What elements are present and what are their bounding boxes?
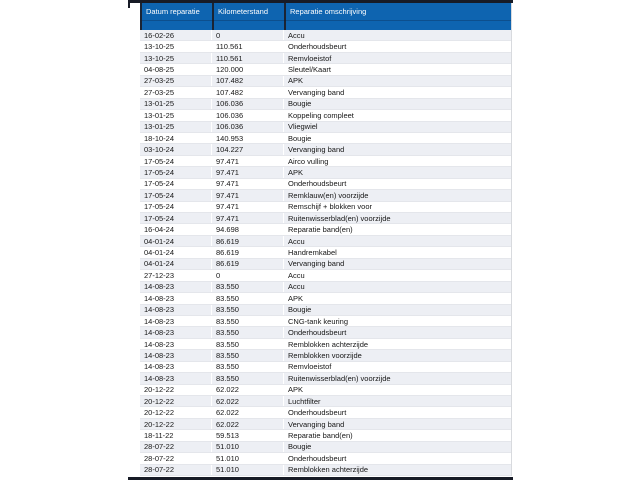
- cell-reparatie-omschrijving: Vervanging band: [288, 419, 345, 429]
- table-row: [140, 373, 511, 384]
- cell-reparatie-omschrijving: Remblokken achterzijde: [288, 465, 369, 475]
- cell-kilometerstand: 62.022: [212, 419, 284, 429]
- cell-reparatie-omschrijving: Airco vulling: [288, 156, 329, 166]
- column-header-kilometerstand: Kilometerstand: [212, 3, 284, 30]
- cell-datum-reparatie: 04-01-24: [140, 236, 212, 246]
- cell-reparatie-omschrijving: APK: [288, 167, 304, 177]
- table-row: [140, 270, 511, 281]
- table-row: [140, 419, 511, 430]
- cell-datum-reparatie: 20-12-22: [140, 385, 212, 395]
- cell-kilometerstand: 106.036: [212, 99, 284, 109]
- cell-kilometerstand: 106.036: [212, 122, 284, 132]
- cell-datum-reparatie: 20-12-22: [140, 419, 212, 429]
- cell-kilometerstand: 97.471: [212, 179, 284, 189]
- table-row: [140, 407, 511, 418]
- cell-datum-reparatie: 14-08-23: [140, 350, 212, 360]
- cell-reparatie-omschrijving: Bougie: [288, 133, 312, 143]
- cell-reparatie-omschrijving: Vervanging band: [288, 145, 345, 155]
- cell-datum-reparatie: 28-07-22: [140, 465, 212, 475]
- cell-reparatie-omschrijving: Accu: [288, 236, 305, 246]
- column-header-datum-reparatie: Datum reparatie: [146, 7, 200, 16]
- table-row: [140, 259, 511, 270]
- maintenance-history-table: [140, 3, 512, 476]
- table-row: [140, 305, 511, 316]
- cell-reparatie-omschrijving: Koppeling compleet: [288, 110, 354, 120]
- table-row: [140, 453, 511, 464]
- table-row: [140, 442, 511, 453]
- table-row: [140, 316, 511, 327]
- cell-kilometerstand: 83.550: [212, 316, 284, 326]
- cell-kilometerstand: 120.000: [212, 64, 284, 74]
- cell-kilometerstand: 110.561: [212, 41, 284, 51]
- cell-kilometerstand: 0: [212, 30, 284, 40]
- table-row: [140, 53, 511, 64]
- cell-datum-reparatie: 14-08-23: [140, 339, 212, 349]
- cell-reparatie-omschrijving: Remvloeistof: [288, 362, 332, 372]
- cell-kilometerstand: 83.550: [212, 305, 284, 315]
- cell-reparatie-omschrijving: APK: [288, 293, 304, 303]
- cell-datum-reparatie: 14-08-23: [140, 282, 212, 292]
- cell-reparatie-omschrijving: Bougie: [288, 442, 312, 452]
- table-row: [140, 99, 511, 110]
- cell-datum-reparatie: 13-01-25: [140, 99, 212, 109]
- cell-datum-reparatie: 28-07-22: [140, 453, 212, 463]
- cell-datum-reparatie: 17-05-24: [140, 202, 212, 212]
- cell-kilometerstand: 51.010: [212, 442, 284, 452]
- cell-reparatie-omschrijving: APK: [288, 76, 304, 86]
- cell-kilometerstand: 0: [212, 270, 284, 280]
- cell-reparatie-omschrijving: Vervanging band: [288, 259, 345, 269]
- table-row: [140, 41, 511, 52]
- table-row: [140, 87, 511, 98]
- cell-reparatie-omschrijving: Onderhoudsbeurt: [288, 179, 347, 189]
- table-row: [140, 293, 511, 304]
- table-row: [140, 282, 511, 293]
- cell-datum-reparatie: 27-12-23: [140, 270, 212, 280]
- cell-reparatie-omschrijving: Remklauw(en) voorzijde: [288, 190, 369, 200]
- cell-datum-reparatie: 14-08-23: [140, 316, 212, 326]
- cell-kilometerstand: 62.022: [212, 385, 284, 395]
- cell-reparatie-omschrijving: Vervanging band: [288, 87, 345, 97]
- cell-datum-reparatie: 14-08-23: [140, 362, 212, 372]
- cell-reparatie-omschrijving: Accu: [288, 30, 305, 40]
- cell-reparatie-omschrijving: Onderhoudsbeurt: [288, 42, 347, 52]
- table-row: [140, 236, 511, 247]
- cell-reparatie-omschrijving: Onderhoudsbeurt: [288, 328, 347, 338]
- cell-kilometerstand: 83.550: [212, 373, 284, 383]
- table-row: [140, 430, 511, 441]
- cell-kilometerstand: 51.010: [212, 465, 284, 475]
- cell-reparatie-omschrijving: Ruitenwisserblad(en) voorzijde: [288, 373, 391, 383]
- cell-kilometerstand: 83.550: [212, 362, 284, 372]
- cell-datum-reparatie: 17-05-24: [140, 213, 212, 223]
- cell-datum-reparatie: 16-02-26: [140, 30, 212, 40]
- table-header: [140, 3, 511, 30]
- cell-kilometerstand: 62.022: [212, 396, 284, 406]
- table-frame: [128, 0, 513, 480]
- cell-datum-reparatie: 13-01-25: [140, 122, 212, 132]
- cell-reparatie-omschrijving: Accu: [288, 270, 305, 280]
- cell-reparatie-omschrijving: Remschijf + blokken voor: [288, 202, 372, 212]
- cell-datum-reparatie: 13-01-25: [140, 110, 212, 120]
- cell-datum-reparatie: 03-10-24: [140, 144, 212, 154]
- table-row: [140, 133, 511, 144]
- table-row: [140, 30, 511, 41]
- cell-reparatie-omschrijving: Handremkabel: [288, 248, 337, 258]
- table-row: [140, 350, 511, 361]
- table-row: [140, 213, 511, 224]
- cell-kilometerstand: 83.550: [212, 327, 284, 337]
- cell-kilometerstand: 86.619: [212, 247, 284, 257]
- cell-datum-reparatie: 17-05-24: [140, 179, 212, 189]
- cell-datum-reparatie: 14-08-23: [140, 293, 212, 303]
- table-row: [140, 122, 511, 133]
- cell-kilometerstand: 140.953: [212, 133, 284, 143]
- cell-reparatie-omschrijving: Vliegwiel: [288, 122, 318, 132]
- cell-reparatie-omschrijving: Bougie: [288, 99, 312, 109]
- table-row: [140, 224, 511, 235]
- table-row: [140, 247, 511, 258]
- cell-kilometerstand: 97.471: [212, 190, 284, 200]
- cell-kilometerstand: 83.550: [212, 350, 284, 360]
- cell-reparatie-omschrijving: Reparatie band(en): [288, 225, 353, 235]
- cell-kilometerstand: 51.010: [212, 453, 284, 463]
- cell-datum-reparatie: 27-03-25: [140, 87, 212, 97]
- table-row: [140, 179, 511, 190]
- cell-kilometerstand: 97.471: [212, 202, 284, 212]
- cell-kilometerstand: 83.550: [212, 282, 284, 292]
- cell-datum-reparatie: 17-05-24: [140, 156, 212, 166]
- cell-reparatie-omschrijving: Accu: [288, 282, 305, 292]
- cell-kilometerstand: 106.036: [212, 110, 284, 120]
- table-row: [140, 339, 511, 350]
- cell-reparatie-omschrijving: Ruitenwisserblad(en) voorzijde: [288, 213, 391, 223]
- cell-kilometerstand: 83.550: [212, 339, 284, 349]
- cell-kilometerstand: 97.471: [212, 167, 284, 177]
- table-row: [140, 64, 511, 75]
- header-divider-line: [142, 20, 511, 21]
- cell-reparatie-omschrijving: Sleutel/Kaart: [288, 65, 331, 75]
- table-row: [140, 465, 511, 476]
- cell-reparatie-omschrijving: Remblokken voorzijde: [288, 350, 362, 360]
- table-row: [140, 76, 511, 87]
- cell-datum-reparatie: 14-08-23: [140, 373, 212, 383]
- cell-kilometerstand: 83.550: [212, 293, 284, 303]
- cell-reparatie-omschrijving: Reparatie band(en): [288, 431, 353, 441]
- cell-reparatie-omschrijving: Luchtfilter: [288, 396, 321, 406]
- cell-reparatie-omschrijving: Onderhoudsbeurt: [288, 408, 347, 418]
- table-body: [140, 30, 511, 476]
- cell-datum-reparatie: 28-07-22: [140, 442, 212, 452]
- cell-kilometerstand: 59.513: [212, 430, 284, 440]
- cell-datum-reparatie: 17-05-24: [140, 167, 212, 177]
- column-header-reparatie-omschrijving: Reparatie omschrijving: [284, 3, 511, 30]
- cell-kilometerstand: 107.482: [212, 76, 284, 86]
- cell-datum-reparatie: 18-11-22: [140, 430, 212, 440]
- cell-reparatie-omschrijving: CNG-tank keuring: [288, 316, 349, 326]
- cell-kilometerstand: 110.561: [212, 53, 284, 63]
- cell-reparatie-omschrijving: Bougie: [288, 305, 312, 315]
- table-row: [140, 327, 511, 338]
- cell-datum-reparatie: 13-10-25: [140, 53, 212, 63]
- cell-datum-reparatie: 16-04-24: [140, 224, 212, 234]
- cell-reparatie-omschrijving: Onderhoudsbeurt: [288, 453, 347, 463]
- table-row: [140, 156, 511, 167]
- cell-datum-reparatie: 04-08-25: [140, 64, 212, 74]
- cell-datum-reparatie: 04-01-24: [140, 259, 212, 269]
- cell-kilometerstand: 107.482: [212, 87, 284, 97]
- cell-datum-reparatie: 20-12-22: [140, 407, 212, 417]
- cell-datum-reparatie: 13-10-25: [140, 41, 212, 51]
- table-row: [140, 110, 511, 121]
- table-row: [140, 385, 511, 396]
- cell-datum-reparatie: 17-05-24: [140, 190, 212, 200]
- table-row: [140, 202, 511, 213]
- cell-datum-reparatie: 27-03-25: [140, 76, 212, 86]
- cell-datum-reparatie: 14-08-23: [140, 327, 212, 337]
- table-row: [140, 362, 511, 373]
- cell-kilometerstand: 94.698: [212, 224, 284, 234]
- cell-reparatie-omschrijving: Remblokken achterzijde: [288, 339, 369, 349]
- table-row: [140, 190, 511, 201]
- cell-kilometerstand: 86.619: [212, 236, 284, 246]
- cell-kilometerstand: 97.471: [212, 213, 284, 223]
- cell-datum-reparatie: 04-01-24: [140, 247, 212, 257]
- cell-kilometerstand: 97.471: [212, 156, 284, 166]
- cell-datum-reparatie: 20-12-22: [140, 396, 212, 406]
- cell-datum-reparatie: 18-10-24: [140, 133, 212, 143]
- cell-kilometerstand: 104.227: [212, 144, 284, 154]
- table-row: [140, 144, 511, 155]
- table-row: [140, 396, 511, 407]
- cell-reparatie-omschrijving: Remvloeistof: [288, 53, 332, 63]
- cell-kilometerstand: 62.022: [212, 407, 284, 417]
- table-row: [140, 167, 511, 178]
- cell-kilometerstand: 86.619: [212, 259, 284, 269]
- cell-reparatie-omschrijving: APK: [288, 385, 304, 395]
- cell-datum-reparatie: 14-08-23: [140, 305, 212, 315]
